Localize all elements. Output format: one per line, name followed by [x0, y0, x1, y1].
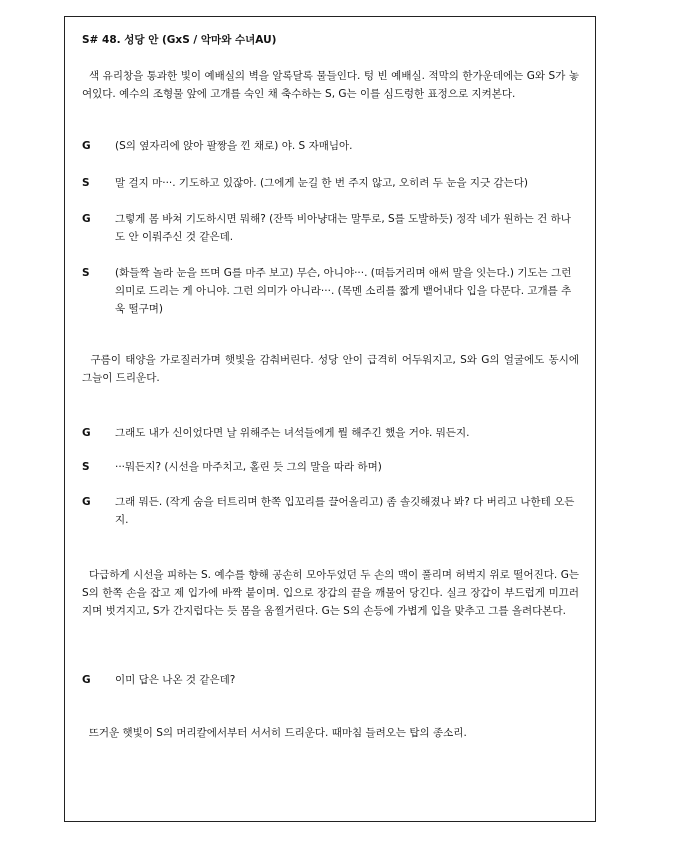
action-paragraph: 뜨거운 햇빛이 S의 머리칼에서부터 서서히 드리운다. 때마침 들려오는 탑의 종소리.	[82, 727, 467, 739]
script-page	[64, 16, 596, 822]
action-paragraph: 색 유리창을 통과한 빛이 예배실의 벽을 알록달록 물들인다. 텅 빈 예배실. 적막의 한가운데에는 G와 S가 놓여있다. 예수의 조형물 앞에 고개를 숙인 채 축수하는 S, G는 이를 심드렁한 표정으로 지켜본다.	[82, 70, 579, 100]
scene-heading: S# 48. 성당 안 (GxS / 악마와 수녀AU)	[82, 34, 277, 46]
dialogue-line: 이미 답은 나온 것 같은데?	[115, 674, 236, 686]
dialogue-line: 말 걸지 마···. 기도하고 있잖아. (그에게 눈길 한 번 주지 않고, 오히려 두 눈을 지긋 감는다)	[115, 177, 529, 189]
dialogue-line: (화들짝 놀라 눈을 뜨며 G를 마주 보고) 무슨, 아니야···. (떠듬거리며 애써 말을 잇는다.) 기도는 그런 의미로 드리는 게 아니야. 그런 의미가 아니라···. (목멘 소리를 짧게 뱉어내다 입을 다문다. 고개를 추욱 떨구며)	[115, 267, 575, 315]
speaker-label: G	[82, 213, 91, 225]
speaker-label: G	[82, 496, 91, 508]
dialogue-line: ···뭐든지? (시선을 마주치고, 홀린 듯 그의 말을 따라 하며)	[115, 461, 382, 473]
dialogue-line: 그래 뭐든. (작게 숨을 터트리며 한쪽 입꼬리를 끌어올리고) 좀 솔깃해졌나 봐? 다 버리고 나한테 오든지.	[115, 496, 575, 526]
dialogue-line: 그렇게 몸 바쳐 기도하시면 뭐해? (잔뜩 비아냥대는 말투로, S를 도발하듯) 정작 네가 원하는 건 하나도 안 이뤄주신 것 같은데.	[115, 213, 571, 243]
dialogue-line: (S의 옆자리에 앉아 팔짱을 낀 채로) 야. S 자매님아.	[115, 140, 353, 152]
speaker-label: S	[82, 267, 90, 279]
speaker-label: G	[82, 674, 91, 686]
speaker-label: S	[82, 461, 90, 473]
speaker-label: G	[82, 140, 91, 152]
action-paragraph: 다급하게 시선을 피하는 S. 예수를 향해 공손히 모아두었던 두 손의 맥이 풀리며 허벅지 위로 떨어진다. G는 S의 한쪽 손을 잡고 제 입가에 바짝 붙이며. 입으로 장갑의 끝을 깨물어 당긴다. 실크 장갑이 부드럽게 미끄러지며 벗겨지고, S가 간지럽다는 듯 몸을 움찔거린다. G는 S의 손등에 가볍게 입을 맞추고 그를 올려다본다.	[82, 569, 583, 617]
action-paragraph: 구름이 태양을 가로질러가며 햇빛을 감춰버린다. 성당 안이 급격히 어두워지고, S와 G의 얼굴에도 동시에 그늘이 드리운다.	[82, 354, 583, 384]
dialogue-line: 그래도 내가 신이었다면 날 위해주는 녀석들에게 뭘 해주긴 했을 거야. 뭐든지.	[115, 427, 470, 439]
speaker-label: S	[82, 177, 90, 189]
speaker-label: G	[82, 427, 91, 439]
